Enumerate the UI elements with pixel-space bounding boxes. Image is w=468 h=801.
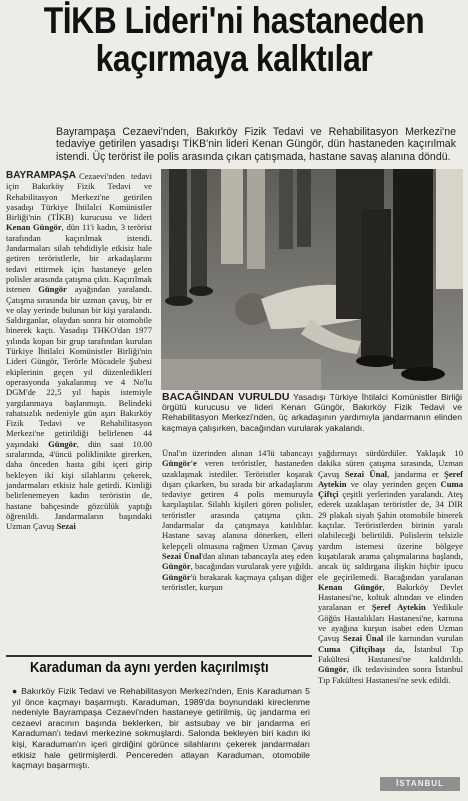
- col3-name-8: Güngör: [318, 664, 347, 675]
- col3-name-4: Kenan Güngör: [318, 581, 383, 592]
- lead-paragraph: Bayrampaşa Cezaevi'nden, Bakırköy Fizik Tedavi ve Rehabilitasyon Merkezi'ne tedaviye getirilen yasadışı TİKB'nin lideri Kenan Güngör, dün hastaneden kaçırılmak istendi. Üç terörist ile polis arasında çıkan çatışmada, hastane savaş alanına döndü.: [56, 126, 456, 163]
- col3-text-a: yağdırmayı sürdürdüler. Yaklaşık 10 dakika süren çatışma sırasında, Uzman Çavuş: [318, 448, 463, 479]
- col1-text-b: , dün 11'i kadın, 3 terörist tarafından kaçırılmak istendi. Jandarmaları silah tehdidiyle etkisiz hale getiren teröristlerle, bir arkadaşlarını tedavi ettirmek için hastaneye gelen polisler arasında çatışma çıktı. Kaçırılmak istenen: [6, 222, 153, 295]
- sidebar-heading: Karaduman da aynı yerden kaçırılmıştı: [30, 660, 269, 676]
- col3-text-b: , jandarma er: [387, 468, 445, 479]
- article-column-1: [6, 171, 152, 531]
- col2-name-4: Güngör: [162, 571, 191, 582]
- newspaper-logo: İSTANBUL: [380, 777, 460, 791]
- col1-name-2: Güngör: [38, 284, 67, 295]
- col3-name-3: Cuma Çiftçi: [318, 478, 463, 500]
- article-column-3: [318, 448, 463, 685]
- col3-name-2: Şeref Aytekin: [318, 468, 463, 489]
- col3-text-c: ve olay yerinden geçen: [346, 478, 441, 489]
- article-column-2: [162, 448, 313, 592]
- col3-name-7: Cuma Çiftçibaşı: [318, 643, 386, 654]
- col3-name-6: Sezai Ünal: [343, 633, 384, 644]
- col2-name-2: Sezai Ünal: [162, 550, 202, 561]
- col2-text-d: , bacağından vurularak yere yığıldı.: [190, 561, 313, 572]
- col2-name-1: Güngör'e: [162, 458, 197, 469]
- sidebar-body: Bakırköy Fizik Tedavi ve Rehabilitasyon Merkezi'nden, Enis Karaduman 5 yıl önce kaçmayı başarmıştı. Karaduman, 1989'da boynundaki kireclenme nedeniyle Bayrampaşa Cezaevi'nden hastaneye getirilmiş, üç jandarma eri cezaevi aracının başında beklerken, bir astsubay ve bir jandarma eri Karaduman'ı tedavi merkezine sokmuşlardı. Salonda bekleyen biri kadın iki kişi, Karaduman'ın içeri girdiğini görünce silahlarını çekerek jandarmaları etkisiz hale getirmişlerdi. Pencereden atlayan Karaduman, otomobile kaçmayı başarmıştı.: [12, 686, 311, 771]
- col3-name-1: Sezai Ünal: [344, 468, 388, 479]
- col1-name-4: Sezai: [56, 521, 76, 532]
- col1-text-d: , dün saat 10.00 sıralarında, 4'üncü poliklinikte girerken, daha önceden hasta gibi içeri girip bekleyen iki kişi silahlarını çekerek, jandarmaları etkisiz hale getirdi. Kimliği belirlenemeyen kadın teröristin de, hastane bahçesinde gözcülük yaptığı öğrenildi. Jandarmaların başındaki Uzman Çavuş: [6, 438, 152, 532]
- bullet-icon: ●: [12, 686, 19, 696]
- photo-caption: [162, 392, 462, 433]
- sidebar-rule: [6, 655, 312, 657]
- headline-line-1: TİKB Lideri'ni hastaneden: [43, 0, 425, 41]
- headline-line-2: kaçırmaya kalktılar: [95, 38, 373, 79]
- col3-text-i: , ilk tedavisinden sonra İstanbul Tıp Fakültesi Hastanesi'ne sevk edildi.: [318, 664, 463, 685]
- col2-name-3: Güngör: [162, 561, 191, 572]
- col3-text-e: , Bakırköy Devlet Hastanesi'ne, koltuk altından ve elinden yaralanan er: [318, 581, 463, 613]
- col3-name-5: Şeref Aytekin: [371, 602, 426, 613]
- caption-text: Yasadışı Türkiye İhtilalci Komünistler Birliği örgütü kurucusu ve lideri Kenan Güngör, Bakırköy Fizik Tedavi ve Rehabilitasyon Merkezi'nden, üç arkadaşının yardımıyla jandarmanın elinden kaçmaya çalışırken, bacağından vurularak yakalandı.: [162, 392, 462, 433]
- col3-text-g: ile karnından vurulan: [383, 633, 463, 644]
- col2-text-e: 'ü bırakarak kaçmaya çalışan diğer teröristler, kurşun: [162, 571, 313, 592]
- col3-text-d: çeşitli yerlerinden yaralandı. Ateş ederek uzaklaşan teröristler de, 34 DIR 29 plakalı siyah Şahin otomobile binerek kaçtılar. Teröristlerden birinin yaralı olabileceği belirtildi. Polislerin telsizle yardım istemesi üzerine bölgeye kuşatılarak arama çalışmalarına başlandı, ancak üç saldırgana ilişkin hiçbir ipucu ele geçirilemedi. Bacağından yaralanan: [318, 489, 463, 582]
- sidebar-text: [12, 686, 310, 771]
- col3-text-h: da, İstanbul Tıp Fakültesi Hastanesi'ne kaldırıldı.: [318, 643, 464, 664]
- col3-text-f: Yedikule Göğüs Hastalıkları Hastanesi'ne, karnına ve ayağına kurşun isabet eden Uzman Çavuş: [318, 602, 463, 644]
- col1-name-3: Güngör: [48, 438, 77, 449]
- dateline: [6, 171, 76, 181]
- dateline-text: BAYRAMPAŞA: [6, 170, 77, 181]
- col2-text-b: veren teröristler, hastaneden uzaklaşmak istediler. Teröristler koşarak dışarı çıkarken, bu sırada bir arkadaşlarını tedaviye getiren 4 polis memuruyla karşılaştılar. Silahlı kişileri gören polisler, teröristler arasında çatışma çıktı. Jandarmalar da çatışmaya katıldılar. Hastane savaş alanına dönerken, elleri kelepçeli olmasına rağmen Uzman Çavuş: [162, 458, 313, 551]
- news-photo: [161, 169, 463, 390]
- col2-text-a: Ünal'ın üzerinden alınan 14'lü tabancayı: [162, 448, 313, 458]
- col1-text-c: ayağından yaralandı. Çatışma sırasında bir uzman çavuş, bir er ve olay yerinde bulunan bir kişi yaralandı. Saldırganlar, olaydan sonra bir otomobile binerek kaçtı. Yasadışı THKO'dan 1977 yılında kopan bir grup tarafından kurulan Türkiye İhtilalci Komünistler Birliği'nin Lideri Güngör, Terörle Mücadele Şubesi ekiplerinin geçen yıl düzenledikleri operasyonda yakalanmış ve 4 No'lu DGM'de 22,5 yıl hapis istemiyle yargılanmaya başlanmıştı. Belindeki rahatsızlık nedeniyle gün aşırı Bakırköy Fizik Tedavi ve Rehabilitasyon Merkezi'ne getirildiği belirlenen 44 yaşındaki: [6, 284, 152, 449]
- photo-icon: [161, 169, 463, 390]
- col1-text-a: Cezaevi'nden tedavi için Bakırköy Fizik Tedavi ve Rehabilitasyon Merkezi'ne getirilen yasadışı Türkiye İhtilalci Komünistler Birliği'nin (TİKB) kurucusu ve lideri: [6, 171, 152, 223]
- caption-heading: BACAĞINDAN VURULDU: [162, 391, 290, 403]
- col1-name-1: Kenan Güngör: [6, 222, 62, 233]
- headline: [0, 2, 468, 78]
- col2-text-c: 'dan alınan tabancayla ateş eden: [201, 550, 313, 561]
